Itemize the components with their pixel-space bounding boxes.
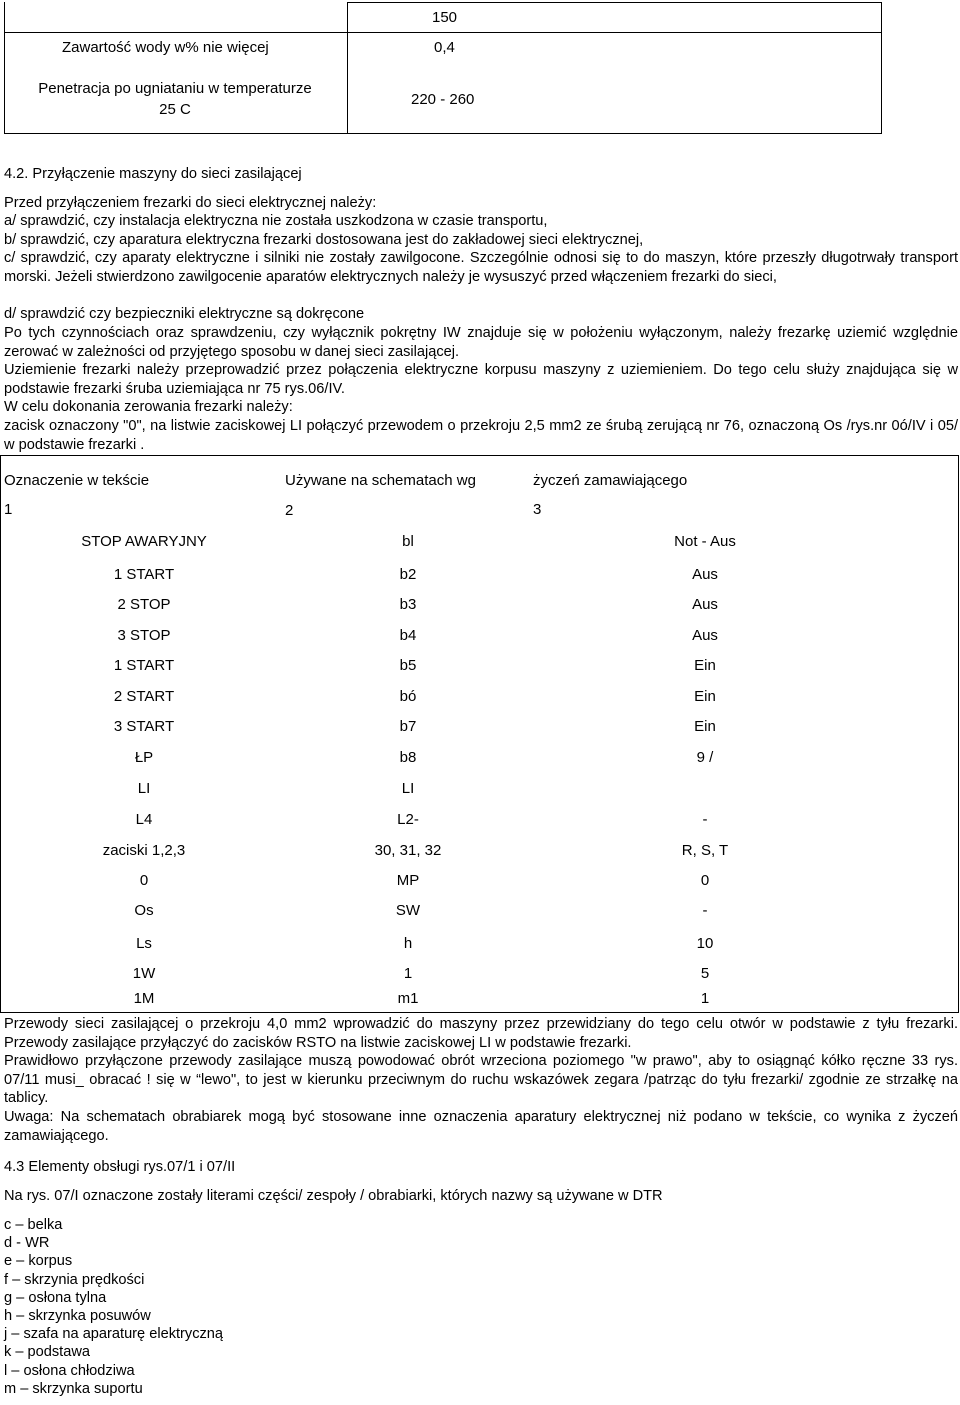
- table-cell-designation: 1W: [132, 965, 156, 982]
- table-cell-customer: Ein: [694, 688, 716, 705]
- table-cell-designation: 1 START: [113, 657, 175, 674]
- table-cell-customer: Ein: [694, 657, 716, 674]
- table-col-number-1: 1: [4, 501, 13, 518]
- table-cell-schematic: 30, 31, 32: [374, 842, 442, 859]
- top-table-header-value: 150: [432, 9, 458, 26]
- list-item: l – osłona chłodziwa: [4, 1362, 135, 1379]
- table-cell-designation: Ls: [136, 935, 152, 952]
- table-cell-customer: Aus: [692, 627, 718, 644]
- list-item: f – skrzynia prędkości: [4, 1271, 145, 1288]
- table-header-schematics: Używane na schematach wg: [285, 472, 476, 489]
- table-cell-designation: 1M: [133, 990, 155, 1007]
- section-4-3-heading: 4.3 Elementy obsługi rys.07/1 i 07/II: [4, 1159, 236, 1175]
- table-cell-schematic: m1: [397, 990, 419, 1007]
- table-cell-designation: 2 START: [113, 688, 175, 705]
- list-item: k – podstawa: [4, 1344, 90, 1361]
- item-c: c/ sprawdzić, czy aparaty elektryczne i silniki nie zostały zawilgocone. Szczególnie odnosi się to do maszyn, które przeszły długotrwały transport morski. Jeżeli stwierdzono zawilgocenie aparatów elektrycznych należy je wysuszyć przed włączeniem frezarki do sieci,: [4, 250, 958, 285]
- table-cell-schematic: b7: [399, 718, 417, 735]
- table-cell-designation: L4: [135, 811, 153, 828]
- table-cell-schematic: b8: [399, 749, 417, 766]
- table-col-number-3: 3: [533, 501, 542, 518]
- section-4-2-heading: 4.2. Przyłączenie maszyny do sieci zasilającej: [4, 166, 302, 182]
- table-col-number-2: 2: [285, 502, 294, 519]
- paragraph-zeroing: zacisk oznaczony "0", na listwie zaciskowej LI połączyć przewodem o przekroju 2,5 mm2 ze śrubą zerującą nr 76, oznaczoną Os /rys.nr 0ó/IV i 05/ w podstawie frezarki .: [4, 418, 958, 453]
- table-cell-designation: STOP AWARYJNY: [81, 533, 207, 550]
- table-cell-schematic: MP: [396, 872, 420, 889]
- table-cell-schematic: b3: [399, 596, 417, 613]
- list-item: h – skrzynka posuwów: [4, 1308, 151, 1324]
- list-item: g – osłona tylna: [4, 1289, 107, 1306]
- paragraph-after-checks: Po tych czynnościach oraz sprawdzeniu, czy wyłącznik pokrętny IW znajduje się w położeniu wyłączonym, należy frezarkę uziemić względnie zerować w zależności od przyjętego sposobu w danej sieci zasilającej.: [4, 325, 958, 360]
- section-4-2-intro: Przed przyłączeniem frezarki do sieci elektrycznej należy:: [4, 195, 377, 211]
- table-cell-customer: Not - Aus: [674, 533, 736, 550]
- table-cell-schematic: b4: [399, 627, 417, 644]
- table-cell-schematic: 1: [403, 965, 413, 982]
- paragraph-rotation: Prawidłowo przyłączone przewody zasilające muszą powodować obrót wrzeciona poziomego "w prawo", aby to osiągnąć kółko ręczne 33 rys. 07/11 musi_ obracać ! się w “lewo", to jest w kierunku przeciwnym do ruchu wskazówek zegara /patrząc do tyłu frezarki/ zgodnie ze strzałkę na tablicy.: [4, 1053, 958, 1106]
- table-cell-customer: 9 /: [696, 749, 714, 766]
- paragraph-note: Uwaga: Na schematach obrabiarek mogą być stosowane inne oznaczenia aparatury elektrycznej niż podano w tekście, co wynika z życzeń zamawiającego.: [4, 1109, 958, 1144]
- water-content-value: 0,4: [434, 39, 455, 56]
- paragraph-supply-wires: Przewody sieci zasilającej o przekroju 4,0 mm2 wprowadzić do maszyny przez przewidziany do tego celu otwór w podstawie z tyłu frezarki. Przewody zasilające przyłączyć do zacisków RSTO na listwie zaciskowej LI w podstawie frezarki.: [4, 1016, 958, 1051]
- item-d: d/ sprawdzić czy bezpieczniki elektryczne są dokręcone: [4, 306, 365, 322]
- list-item: d - WR: [4, 1235, 50, 1252]
- list-item: c – belka: [4, 1217, 63, 1233]
- table-cell-schematic: SW: [395, 902, 421, 919]
- section-4-3-intro: Na rys. 07/I oznaczone zostały literami części/ zespoły / obrabiarki, których nazwy są używane w DTR: [4, 1188, 663, 1204]
- table-cell-designation: 3 STOP: [117, 627, 171, 644]
- table-cell-customer: 0: [700, 872, 710, 889]
- paragraph-grounding: Uziemienie frezarki należy przeprowadzić przez połączenia elektryczne korpusu maszyny z uziemieniem. Do tego celu służy znajdująca się w podstawie frezarki śruba uziemiająca nr 75 rys.06/IV.: [4, 362, 958, 397]
- table-cell-designation: 2 STOP: [117, 596, 171, 613]
- table-cell-customer: R, S, T: [681, 842, 729, 859]
- table-cell-customer: -: [702, 811, 708, 828]
- table-cell-designation: 1 START: [113, 566, 175, 583]
- table-cell-designation: zaciski 1,2,3: [102, 842, 186, 859]
- list-item: m – skrzynka suportu: [4, 1380, 143, 1397]
- table-cell-customer: 10: [696, 935, 714, 952]
- item-b: b/ sprawdzić, czy aparatura elektryczna frezarki dostosowana jest do zakładowej sieci elektrycznej,: [4, 232, 644, 248]
- table-cell-customer: Aus: [692, 596, 718, 613]
- table-header-designation: Oznaczenie w tekście: [4, 472, 150, 489]
- table-cell-customer: Aus: [692, 566, 718, 583]
- table-cell-schematic: bl: [402, 533, 414, 550]
- table-cell-customer: Ein: [694, 718, 716, 735]
- table-cell-designation: 0: [139, 872, 149, 889]
- table-cell-designation: Os: [134, 902, 154, 919]
- table-cell-schematic: L2-: [397, 811, 419, 828]
- table-cell-designation: ŁP: [134, 749, 154, 766]
- table-cell-schematic: LI: [401, 780, 415, 797]
- penetration-label-line2: 25 C: [159, 101, 191, 118]
- penetration-value: 220 - 260: [411, 91, 475, 108]
- water-content-label: Zawartość wody w% nie więcej: [62, 39, 269, 56]
- list-item: j – szafa na aparaturę elektryczną: [4, 1326, 224, 1343]
- table-cell-schematic: b5: [399, 657, 417, 674]
- table-cell-schematic: b2: [399, 566, 417, 583]
- table-header-customer: życzeń zamawiającego: [533, 472, 688, 489]
- table-cell-schematic: bó: [399, 688, 417, 705]
- table-cell-designation: 3 START: [113, 718, 175, 735]
- table-cell-schematic: h: [403, 935, 413, 952]
- penetration-label-line1: Penetracja po ugniataniu w temperaturze: [38, 80, 312, 97]
- item-a: a/ sprawdzić, czy instalacja elektryczna nie została uszkodzona w czasie transportu,: [4, 213, 548, 229]
- table-cell-designation: LI: [137, 780, 151, 797]
- table-cell-customer: -: [702, 902, 708, 919]
- table-cell-customer: 1: [700, 990, 710, 1007]
- table-cell-customer: 5: [700, 965, 710, 982]
- list-item: e – korpus: [4, 1253, 73, 1270]
- paragraph-zeroing-intro: W celu dokonania zerowania frezarki należy:: [4, 399, 293, 415]
